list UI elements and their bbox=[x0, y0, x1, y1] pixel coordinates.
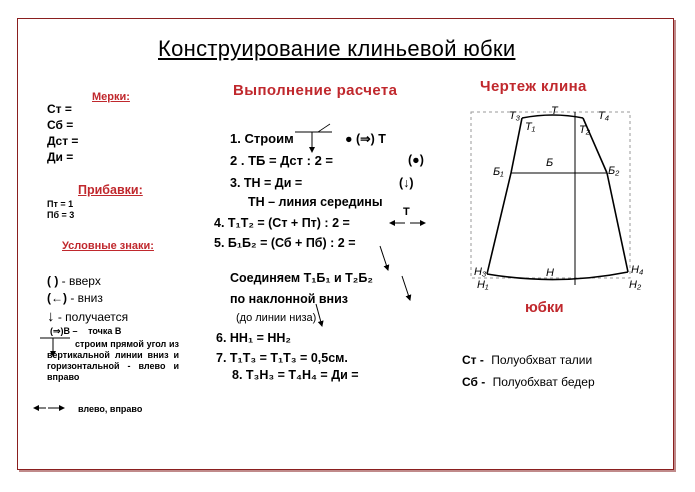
connect-line-3: (до линии низа) bbox=[236, 312, 317, 324]
sign-down-symbol: (←) bbox=[47, 291, 67, 305]
step-2-mark: (●) bbox=[408, 153, 424, 167]
label-t: Т bbox=[551, 105, 558, 117]
slant-arrow-icons bbox=[316, 246, 410, 326]
step-3: 3. ТН = Ди = bbox=[230, 176, 303, 190]
label-h4: Н₄ bbox=[631, 264, 644, 276]
label-h3: Н₃ bbox=[474, 266, 487, 278]
right-angle-arrow-icon bbox=[295, 124, 332, 152]
measure-di: Ди = bbox=[47, 150, 74, 164]
down-arrow-icon bbox=[40, 338, 70, 356]
step-6: 6. НН₁ = НН₂ bbox=[216, 331, 291, 345]
step-1: 1. Строим bbox=[230, 131, 294, 146]
left-right-text: влево, вправо bbox=[78, 404, 143, 414]
sign-down-text: - вниз bbox=[70, 291, 103, 305]
arrow-label-t: Т bbox=[403, 206, 410, 218]
label-h1: Н₁ bbox=[477, 279, 489, 291]
label-b2: Б₂ bbox=[608, 165, 620, 177]
right-angle-description: строим прямой угол из вертикальной линии вниз и горизонтальной - влево и вправо bbox=[47, 339, 179, 382]
allowance-pb: Пб = 3 bbox=[47, 210, 75, 220]
signs-heading: Условные знаки: bbox=[62, 240, 154, 252]
page-title: Конструирование клиньевой юбки bbox=[158, 36, 516, 61]
label-h2: Н₂ bbox=[629, 279, 642, 291]
step-3b: ТН – линия середины bbox=[248, 195, 383, 209]
step-7: 7. Т₁Т₃ = Т₁Т₃ = 0,5см. bbox=[216, 351, 348, 365]
arrow-down-icon: ↓ bbox=[47, 308, 55, 325]
label-t3: Т₃ bbox=[509, 110, 521, 122]
sign-up-text: - вверх bbox=[61, 274, 101, 288]
legend-st-text: Полуобхват талии bbox=[491, 353, 593, 367]
measure-sb: Сб = bbox=[47, 118, 74, 132]
sign-up-symbol: ( ) bbox=[47, 274, 59, 288]
label-h: Н bbox=[546, 267, 554, 279]
legend-sb-abbr: Сб - bbox=[462, 375, 486, 389]
step-4: 4. Т₁Т₂ = (Ст + Пт) : 2 = bbox=[214, 216, 350, 230]
step-2: 2 . ТБ = Дст : 2 = bbox=[230, 153, 334, 168]
label-b: Б bbox=[546, 157, 554, 169]
legend-sb-text: Полуобхват бедер bbox=[492, 375, 595, 389]
label-t2: Т₂ bbox=[579, 124, 590, 136]
allowances-heading: Прибавки: bbox=[78, 183, 143, 197]
drawing-heading: Чертеж клина bbox=[480, 78, 587, 95]
step-8: 8. Т₃Н₃ = Т₄Н₄ = Ди = bbox=[232, 368, 359, 382]
point-sign-text: точка В bbox=[88, 326, 122, 336]
measures-heading: Мерки: bbox=[92, 91, 130, 103]
label-b1: Б₁ bbox=[493, 166, 504, 178]
drawing-subheading: юбки bbox=[525, 299, 564, 316]
step-5: 5. Б₁Б₂ = (Сб + Пб) : 2 = bbox=[214, 236, 356, 250]
measure-st: Ст = bbox=[47, 102, 72, 116]
connect-line-1: Соединяем Т₁Б₁ и Т₂Б₂ bbox=[230, 271, 373, 285]
legend-st-abbr: Ст - bbox=[462, 353, 484, 367]
sign-result-text: - получается bbox=[57, 310, 129, 324]
connect-line-2: по наклонной вниз bbox=[230, 292, 349, 306]
label-t1: Т₁ bbox=[525, 121, 536, 133]
allowance-pt: Пт = 1 bbox=[47, 199, 74, 209]
point-sign-symbol: (⇒)В – bbox=[50, 326, 78, 336]
calc-heading: Выполнение расчета bbox=[233, 82, 398, 99]
skirt-wedge-drawing bbox=[471, 112, 630, 285]
step-1-suffix: ● (⇒) Т bbox=[345, 132, 386, 146]
step-3-mark: (↓) bbox=[399, 176, 414, 190]
label-t4: Т₄ bbox=[598, 110, 610, 122]
measure-dst: Дст = bbox=[47, 134, 79, 148]
